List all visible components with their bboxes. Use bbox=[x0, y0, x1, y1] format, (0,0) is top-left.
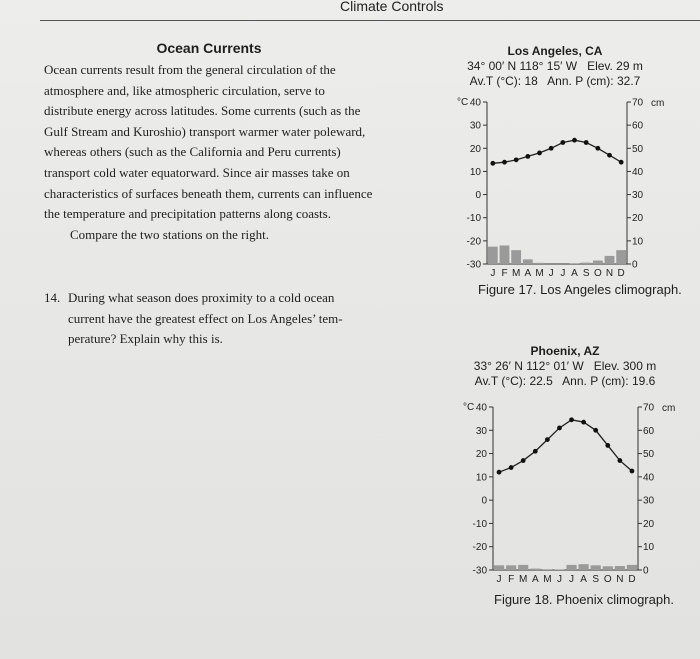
phx-month-label: J bbox=[556, 574, 562, 585]
la-month-label: M bbox=[535, 268, 544, 279]
phx-temp-unit: °C bbox=[463, 402, 475, 413]
la-coords-line bbox=[440, 59, 670, 74]
la-temperature-point bbox=[537, 151, 542, 156]
la-precip-bar bbox=[500, 245, 510, 264]
phx-precip-tick-label: 60 bbox=[643, 425, 655, 437]
la-month-label: N bbox=[605, 268, 614, 279]
header-rule bbox=[40, 20, 700, 21]
la-month-label: J bbox=[560, 268, 566, 279]
phx-precip-tick-label: 10 bbox=[643, 542, 655, 554]
la-precip-tick-label: 30 bbox=[632, 190, 644, 202]
phx-avg-temp: Av.T (°C): 22.5 bbox=[474, 374, 553, 388]
la-precip-bar bbox=[570, 263, 580, 264]
phx-coords-line bbox=[450, 359, 680, 374]
phx-month-label: A bbox=[531, 574, 539, 585]
la-precip-tick-label: 50 bbox=[632, 143, 644, 155]
la-temp-tick-label: -30 bbox=[466, 259, 481, 271]
phx-month-label: S bbox=[592, 574, 600, 585]
question-number: 14. bbox=[44, 290, 61, 305]
phx-temp-tick-label: 30 bbox=[475, 425, 487, 437]
la-precip-bar bbox=[616, 250, 626, 264]
la-temperature-point bbox=[619, 160, 624, 165]
phx-temperature-point bbox=[557, 426, 562, 431]
phx-month-label: N bbox=[616, 574, 624, 585]
la-precip-bar bbox=[605, 256, 615, 264]
la-precip-tick-label: 70 bbox=[632, 97, 644, 109]
phx-precip-bar bbox=[603, 566, 613, 570]
question-line-3: perature? Explain why this is. bbox=[68, 331, 223, 347]
phx-temp-tick-label: -10 bbox=[472, 518, 487, 530]
phx-title: Phoenix, AZ bbox=[530, 344, 600, 358]
phx-month-label: F bbox=[508, 574, 515, 585]
la-precip-tick-label: 20 bbox=[632, 213, 644, 225]
phx-temp-tick-label: -20 bbox=[472, 542, 487, 554]
phx-precip-unit: cm bbox=[662, 403, 676, 414]
la-temperature-point bbox=[584, 140, 589, 145]
phx-temp-tick-label: 0 bbox=[481, 495, 487, 507]
la-month-label: O bbox=[593, 268, 602, 279]
la-precip-tick-label: 60 bbox=[632, 120, 644, 132]
article-paragraph: Ocean currents result from the general circulation of the atmosphere and, like atmospheric circulation, serve to distribute energy across latitudes. Some currents (such as the Gulf Stream and Kuroshio) transport warmer water poleward, whereas others (such as the California and Peru currents) transport cold water equatorward. Since air masses take on characteristics of surfaces beneath them, currents can influence the temperature and precipitation patterns along coasts. bbox=[44, 62, 373, 222]
la-month-label: D bbox=[617, 268, 625, 279]
phx-stats-line bbox=[450, 374, 680, 389]
la-temp-unit: °C bbox=[457, 97, 469, 108]
phx-temp-tick-label: 20 bbox=[475, 449, 487, 461]
question-line-2: current have the greatest effect on Los Angeles’ tem- bbox=[68, 310, 343, 326]
la-annual-precip: Ann. P (cm): 32.7 bbox=[547, 74, 641, 88]
phx-month-label: J bbox=[569, 574, 575, 585]
phx-temperature-point bbox=[533, 449, 538, 454]
la-precip-bar bbox=[488, 247, 498, 264]
la-temperature-point bbox=[549, 146, 554, 151]
phx-temp-tick-label: -30 bbox=[472, 565, 487, 577]
la-precip-bar bbox=[593, 261, 603, 264]
phx-temp-tick-label: 40 bbox=[475, 402, 487, 414]
la-elevation: Elev. 29 m bbox=[587, 59, 643, 73]
phx-precip-bar bbox=[506, 565, 516, 570]
la-temperature-point bbox=[572, 138, 577, 143]
la-month-label: M bbox=[511, 268, 521, 279]
la-temp-tick-label: -10 bbox=[466, 213, 481, 225]
la-temp-tick-label: 40 bbox=[469, 97, 481, 109]
phx-precip-bar bbox=[542, 569, 552, 570]
phx-temperature-point bbox=[581, 420, 586, 425]
article-column bbox=[44, 40, 374, 245]
la-month-label: J bbox=[490, 268, 496, 279]
phx-temperature-line bbox=[499, 420, 632, 472]
article-prompt: Compare the two stations on the right. bbox=[70, 226, 269, 242]
la-month-label: J bbox=[548, 268, 554, 279]
la-month-label: A bbox=[571, 268, 578, 279]
phx-annual-precip: Ann. P (cm): 19.6 bbox=[562, 374, 656, 388]
phx-month-label: J bbox=[496, 574, 502, 585]
question-line-1: During what season does proximity to a cold ocean bbox=[68, 290, 335, 305]
phx-temperature-point bbox=[605, 443, 610, 448]
la-temp-tick-label: 10 bbox=[469, 166, 481, 178]
la-temperature-point bbox=[490, 161, 495, 166]
phx-temperature-point bbox=[617, 458, 622, 463]
phx-precip-tick-label: 70 bbox=[643, 402, 655, 414]
la-month-label: A bbox=[524, 268, 532, 279]
phx-temp-tick-label: 10 bbox=[475, 472, 487, 484]
phx-precip-bar bbox=[579, 564, 589, 570]
phx-precip-tick-label: 20 bbox=[643, 518, 655, 530]
la-temp-tick-label: -20 bbox=[466, 236, 481, 248]
la-precip-tick-label: 0 bbox=[632, 259, 638, 271]
phx-precip-tick-label: 50 bbox=[643, 449, 655, 461]
la-precip-unit: cm bbox=[651, 98, 665, 109]
la-header bbox=[440, 44, 670, 89]
phx-precip-bar bbox=[518, 565, 528, 570]
la-avg-temp: Av.T (°C): 18 bbox=[469, 74, 538, 88]
phx-temperature-point bbox=[521, 458, 526, 463]
phx-precip-bar bbox=[627, 565, 637, 570]
phx-precip-bar bbox=[591, 565, 601, 570]
phx-elevation: Elev. 300 m bbox=[593, 359, 657, 373]
la-month-label: F bbox=[501, 268, 508, 279]
phx-precip-tick-label: 40 bbox=[643, 472, 655, 484]
phx-temperature-point bbox=[593, 428, 598, 433]
phx-precip-tick-label: 30 bbox=[643, 495, 655, 507]
la-temperature-line bbox=[493, 140, 621, 163]
los-angeles-climograph bbox=[440, 44, 670, 89]
phoenix-climograph bbox=[450, 344, 680, 389]
la-temperature-point bbox=[502, 160, 507, 165]
la-coords: 34° 00′ N 118° 15′ W bbox=[467, 59, 578, 73]
la-stats-line bbox=[440, 74, 670, 89]
phx-month-label: D bbox=[628, 574, 636, 585]
la-figure-caption: Figure 17. Los Angeles climograph. bbox=[478, 282, 682, 297]
phx-coords: 33° 26′ N 112° 01′ W bbox=[473, 359, 584, 373]
la-temperature-point bbox=[525, 154, 530, 159]
la-precip-bar bbox=[523, 259, 533, 264]
la-temperature-point bbox=[514, 157, 519, 162]
la-temperature-point bbox=[607, 153, 612, 158]
la-precip-tick-label: 10 bbox=[632, 236, 644, 248]
phx-temperature-point bbox=[509, 465, 514, 470]
phx-precip-bar bbox=[615, 566, 625, 570]
la-precip-bar bbox=[581, 263, 591, 264]
la-precip-bar bbox=[535, 263, 545, 264]
phx-chart-svg bbox=[455, 392, 695, 585]
phx-precip-bar bbox=[530, 569, 540, 570]
la-temperature-point bbox=[595, 146, 600, 151]
phx-month-label: M bbox=[543, 574, 552, 585]
la-precip-tick-label: 40 bbox=[632, 166, 644, 178]
phx-header bbox=[450, 344, 680, 389]
la-temperature-point bbox=[560, 140, 565, 145]
la-precip-bar bbox=[511, 250, 521, 264]
phx-temperature-point bbox=[497, 470, 502, 475]
phx-temperature-point bbox=[630, 469, 635, 474]
la-chart-svg bbox=[445, 92, 685, 279]
phx-month-label: O bbox=[603, 574, 612, 585]
phx-temperature-point bbox=[569, 417, 574, 422]
la-temp-tick-label: 30 bbox=[469, 120, 481, 132]
la-temp-tick-label: 20 bbox=[469, 143, 481, 155]
phx-precip-tick-label: 0 bbox=[643, 565, 649, 577]
section-title: Ocean Currents bbox=[156, 40, 262, 56]
phx-precip-bar bbox=[494, 565, 504, 570]
phx-month-label: M bbox=[519, 574, 528, 585]
phx-figure-caption: Figure 18. Phoenix climograph. bbox=[494, 592, 674, 607]
phx-precip-bar bbox=[566, 565, 576, 570]
phx-temperature-point bbox=[545, 437, 550, 442]
page-header-title: Climate Controls bbox=[340, 0, 444, 14]
phx-month-label: A bbox=[580, 574, 587, 585]
la-temp-tick-label: 0 bbox=[475, 190, 481, 202]
la-title: Los Angeles, CA bbox=[507, 44, 603, 58]
question-14 bbox=[44, 288, 364, 350]
la-month-label: S bbox=[582, 268, 590, 279]
